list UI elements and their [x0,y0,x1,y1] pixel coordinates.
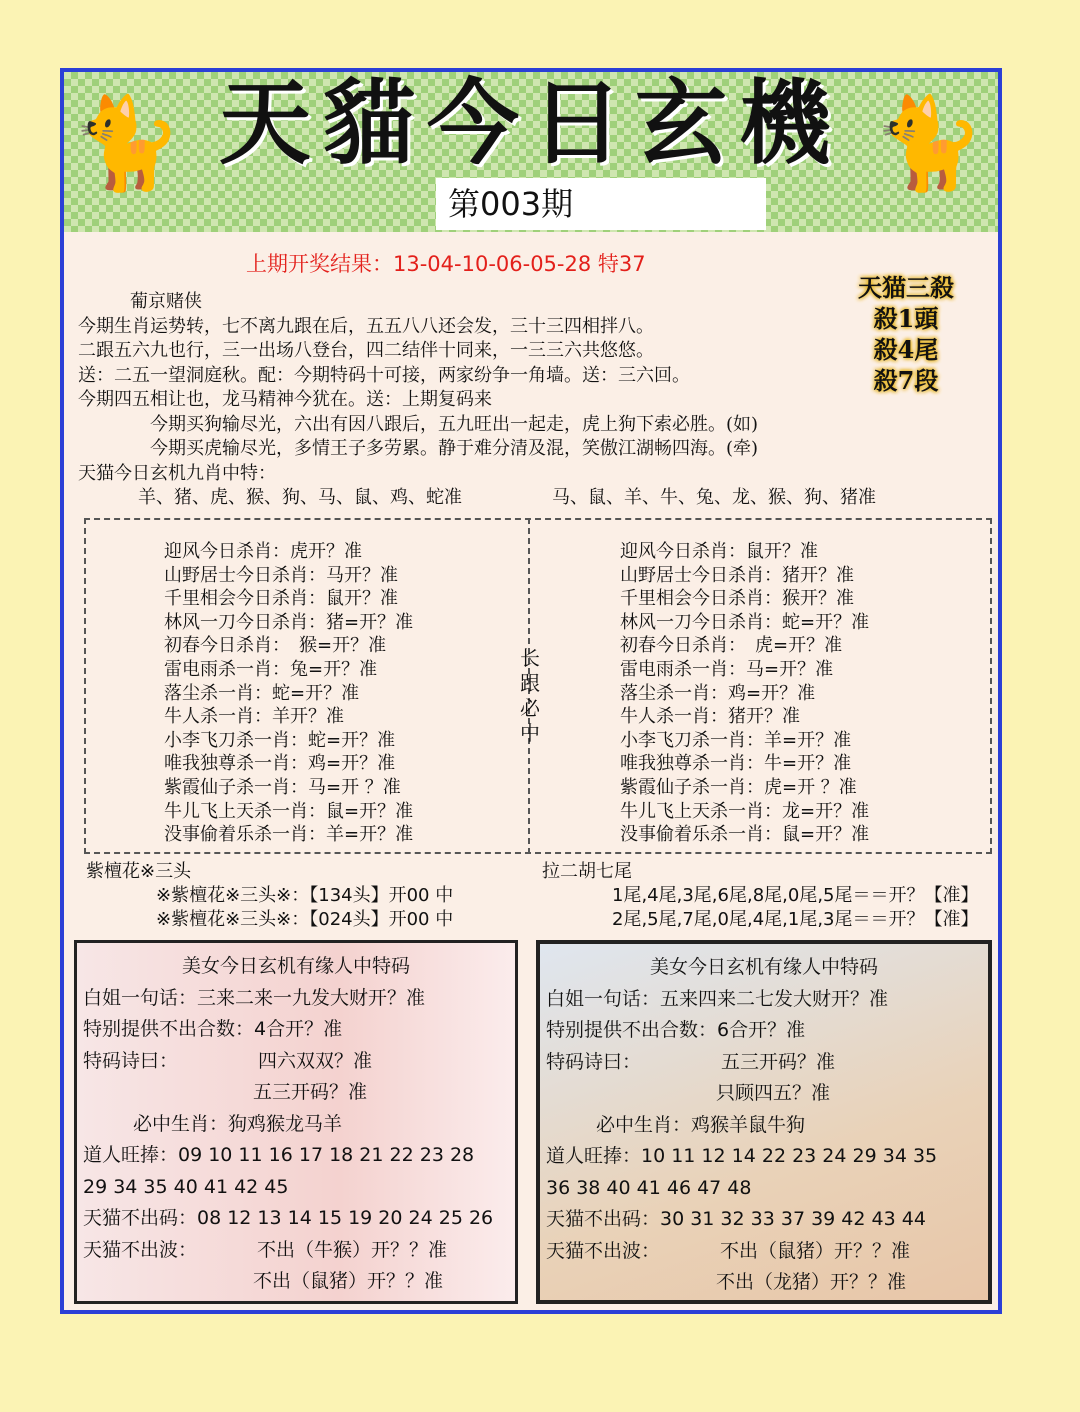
poem-line: 今期四五相让也，龙马精神今犹在。送：上期复码来 [78,389,492,410]
kill-line: 雷电雨杀一肖：马=开？准 [620,658,834,680]
value: 不出（鼠猪）开？？准 [720,1239,911,1262]
box-line: 五三开码？准 [253,1081,368,1103]
kill-title: 天猫三殺 [858,273,954,302]
header-banner [64,69,998,232]
kill-line: 唯我独尊杀一肖：牛=开？准 [620,753,852,775]
box-line: 天猫不出码：08 12 13 14 15 19 20 24 25 26 [83,1207,494,1229]
last-result: 上期开奖结果：13-04-10-06-05-28 特37 [246,252,646,276]
code-box-left [74,940,518,1304]
poem-line: 送：二五一望洞庭秋。配：今期特码十可接，两家纷争一角墙。送：三六回。 [78,364,690,386]
value: 四六双双？准 [258,1049,373,1072]
nine-right: 马、鼠、羊、牛、兔、龙、猴、狗、猪准 [552,487,876,508]
poem-line: 今期买虎输尽光，多情王子多劳累。静于难分清及混，笑傲江湖畅四海。(牵) [150,438,759,459]
nine-zodiac [78,486,876,511]
box-line [83,1235,509,1267]
kill-line: 牛儿飞上天杀一肖：龙=开？准 [620,800,870,822]
kill-line: 落尘杀一肖：蛇=开？准 [164,682,360,704]
code-box-right [536,940,992,1304]
kill-head: 殺1頭 [873,304,939,333]
middle-char: 必 [520,696,540,720]
box-title: 美女今日玄机有缘人中特码 [649,956,878,978]
heads-section [86,860,453,932]
kill-line: 唯我独尊杀一肖：鸡=开？准 [164,753,396,775]
kill-line: 林风一刀今日杀肖：蛇=开？准 [620,611,870,633]
middle-char: 跟 [520,671,540,695]
kill-line: 牛儿飞上天杀一肖：鼠=开？准 [164,800,414,822]
tails-line: 1尾,4尾,3尾,6尾,8尾,0尾,5尾＝＝开？【准】 [612,885,979,906]
value: 不出（牛猴）开？？准 [257,1238,448,1261]
kill-line: 林风一刀今日杀肖：猪=开？准 [164,611,414,633]
kill-line: 没事偷着乐杀一肖：羊=开？准 [164,824,414,846]
kill-line: 雷电雨杀一肖：兔=开？准 [164,658,378,680]
heads-line: ※紫檀花※三头※：【024头】开00 中 [156,909,454,930]
box-line [546,1236,982,1268]
kill-line: 迎风今日杀肖：虎开？准 [164,541,362,562]
value: 五三开码？准 [721,1050,836,1073]
poem-author: 葡京赌侠 [130,291,202,312]
kills-right [620,540,869,847]
nine-title: 天猫今日玄机九肖中特： [78,462,276,484]
poster [60,68,1002,1314]
middle-text [518,646,542,746]
label: 特码诗曰： [546,1050,642,1073]
kill-line: 千里相会今日杀肖：鼠开？准 [164,588,398,610]
kill-segment: 殺7段 [873,366,939,395]
box-line: 天猫不出码：30 31 32 33 37 39 42 43 44 [546,1208,926,1230]
poem-line: 今期生肖运势转，七不离九跟在后，五五八八还会发，三十三四相拌八。 [78,315,654,337]
tails-title: 拉二胡七尾 [542,861,632,882]
box-line: 白姐一句话：三来二来一九发大财开？准 [83,986,426,1009]
tails-section [542,860,979,932]
box-line [546,1047,982,1079]
box-line: 36 38 40 41 46 47 48 [546,1176,752,1199]
middle-char: 长 [520,646,540,670]
box-line: 必中生肖：狗鸡猴龙马羊 [133,1112,343,1135]
kill-line: 落尘杀一肖：鸡=开？准 [620,682,816,704]
tails-line: 2尾,5尾,7尾,0尾,4尾,1尾,3尾＝＝开？【准】 [612,909,979,930]
kill-tail: 殺4尾 [873,335,939,364]
cat-icon: 🐈 [871,91,984,196]
kill-line: 山野居士今日杀肖：猪开？准 [620,564,854,586]
box-line [83,1046,509,1078]
box-title: 美女今日玄机有缘人中特码 [181,955,410,977]
label: 天猫不出波： [83,1238,198,1261]
box-line: 只顾四五？准 [716,1082,831,1104]
poem-block [78,290,876,511]
kill-line: 紫霞仙子杀一肖：虎=开 ？准 [620,776,857,798]
kill-line: 牛人杀一肖：猪开？准 [620,706,800,728]
heads-title: 紫檀花※三头 [86,861,192,882]
poem-line: 今期买狗输尽光，六出有因八跟后，五九旺出一起走，虎上狗下索必胜。(如) [150,413,759,435]
box-line: 白姐一句话：五来四来二七发大财开？准 [546,987,889,1010]
kill-line: 千里相会今日杀肖：猴开？准 [620,588,854,610]
kill-line: 初春今日杀肖： 猴=开？准 [164,635,387,657]
kill-line: 迎风今日杀肖：鼠开？准 [620,541,818,562]
page-title: 天貓今日玄機 [218,69,843,177]
kill-line: 紫霞仙子杀一肖：马=开 ？准 [164,776,401,798]
kill-line: 没事偷着乐杀一肖：鼠=开？准 [620,824,870,846]
nine-left: 羊、猪、虎、猴、狗、马、鼠、鸡、蛇准 [138,487,462,508]
box-line: 特别提供不出合数：6合开？准 [546,1019,806,1041]
cat-icon: 🐈 [70,91,183,196]
box-line: 不出（龙猪）开？？准 [716,1271,907,1293]
kill-line: 小李飞刀杀一肖：羊=开？准 [620,729,852,751]
box-line: 道人旺捧：09 10 11 16 17 18 21 22 23 28 [83,1144,475,1166]
issue-number: 第003期 [436,178,766,230]
kills-left [164,540,413,847]
box-line: 29 34 35 40 41 42 45 [83,1175,289,1198]
heads-line: ※紫檀花※三头※：【134头】开00 中 [156,885,454,906]
poem-line: 二跟五六九也行，三一出场八登台，四二结伴十同来，一三三六共悠悠。 [78,340,654,361]
kill-line: 初春今日杀肖： 虎=开？准 [620,635,843,657]
kill-line: 小李飞刀杀一肖：蛇=开？准 [164,729,396,751]
box-line: 道人旺捧：10 11 12 14 22 23 24 29 34 35 [546,1145,938,1167]
label: 特码诗曰： [83,1049,179,1072]
kill-line: 山野居士今日杀肖：马开？准 [164,564,398,586]
kill-line: 牛人杀一肖：羊开？准 [164,706,344,728]
box-line: 不出（鼠猪）开？？准 [253,1270,444,1292]
middle-char: 中 [520,721,540,745]
label: 天猫不出波： [546,1239,661,1262]
box-line: 特别提供不出合数：4合开？准 [83,1018,343,1040]
box-line: 必中生肖：鸡猴羊鼠牛狗 [596,1113,806,1136]
